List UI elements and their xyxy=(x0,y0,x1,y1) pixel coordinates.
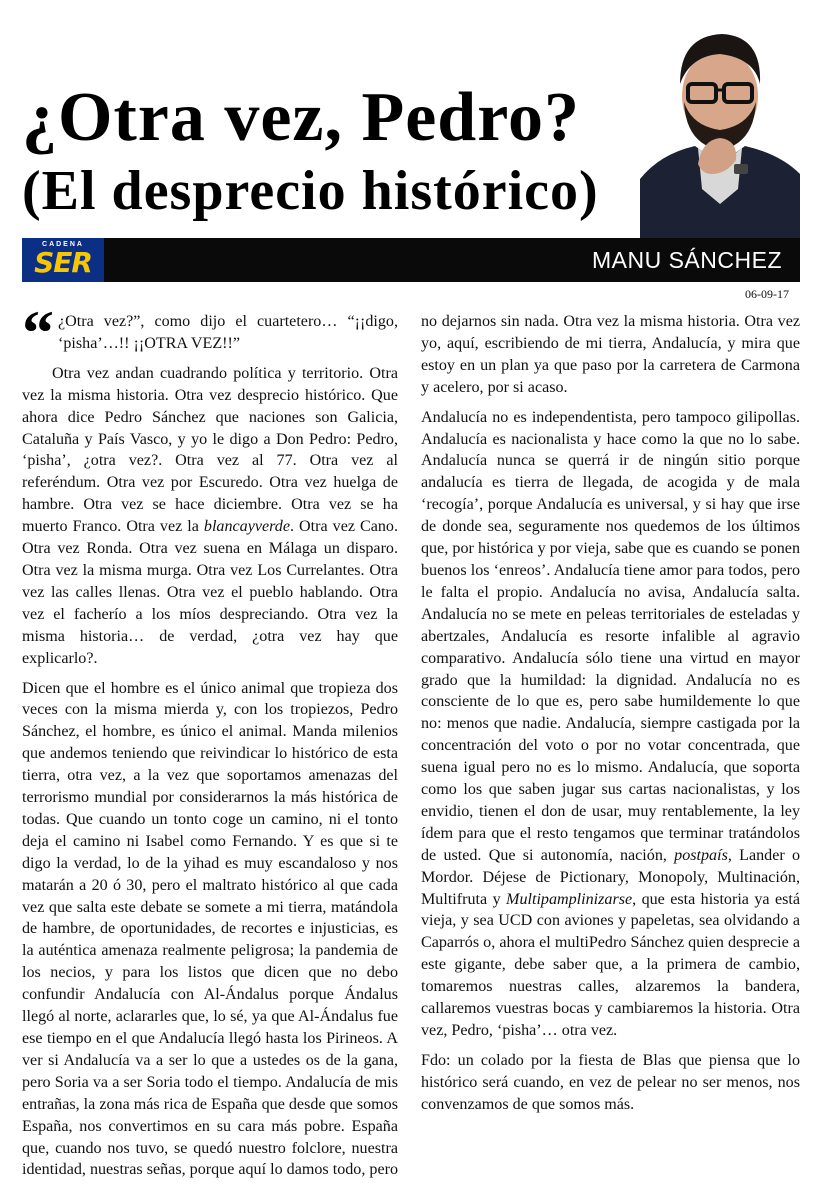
text-run: , Lander o Mordor. Déjese de Pictionary, Monopoly, Multinación, Multifruta y xyxy=(421,846,800,908)
cadena-ser-logo xyxy=(22,238,104,282)
publish-date: 06-09-17 xyxy=(745,287,789,301)
article-paragraph xyxy=(22,678,398,1182)
headline-title: ¿Otra vez, Pedro? xyxy=(22,79,581,156)
opening-quote-paragraph xyxy=(22,297,398,368)
author-portrait xyxy=(640,14,800,238)
article-paragraph xyxy=(22,363,398,670)
logo-network-text: CADENA xyxy=(42,241,84,248)
italic-text-run: blancayverde xyxy=(203,518,290,536)
logo-name-text: SER xyxy=(34,246,92,279)
author-name: MANU SÁNCHEZ xyxy=(591,247,782,273)
signature-paragraph xyxy=(421,1050,800,1116)
text-run: Andalucía no es independentista, pero tampoco gilipollas. Andalucía es nacionalista y hace como la que no lo sabe. Andalucía nunca se querrá ir de ningún sitio porque andalucía es tierra de llegada, de acogida y de mala ‘recogía’, porque Andalucía es universal, y si hay que irse de donde sea, seguramente nos quedemos de los últimos que, por histórica y por vieja, sabe que es cuando se ponen buenos los ‘enreos’. Andalucía tiene amor para todos, pero le falta el propio. Andalucía no avisa, Andalucía salta. Andalucía no se mete en peleas territoriales de esteladas y abertzales, Andalucía es resorte infalible al agravio comparativo. Andalucía sólo tiene una virtud en mayor grado que la humildad: la dignidad. Andalucía no es consciente de lo que es, pero sabe humildemente lo que no: menos que nadie. Andalucía, siempre castigada por la concentración del voto o por no votar concentrada, que suena igual pero no es lo mismo. Andalucía, que soporta como los que saben jugar sus cartas nacionalistas, y los envidio, tienen el don de usar, muy rentablemente, la ley ídem para que el resto tengamos que terminar tratándolos de usted. Que si autonomía, nación, xyxy=(421,408,800,864)
text-run: Otra vez andan cuadrando política y territorio. Otra vez la misma historia. Otra vez desprecio histórico. Que ahora dice Pedro Sánchez que naciones son Galicia, Cataluña y País Vasco, y yo le digo a Don Pedro: Pedro, ‘pisha’, ¿otra vez?. Otra vez al 77. Otra vez al referéndum. Otra vez por Escuredo. Otra vez huelga de hambre. Otra vez se hace diciembre. Otra vez se ha muerto Franco. Otra vez la xyxy=(22,364,398,536)
article-paragraph xyxy=(421,407,800,1042)
text-run: Dicen que el hombre es el único animal que tropieza dos veces con la misma mierda y, con los tropiezos, Pedro Sánchez, el hombre, es único el animal. Manda milenios que andemos teniendo que reivindicar lo histórico de esta tierra, otra vez, a la vez que soportamos amenazas del terrorismo mundial por considerarnos la más histórica de todas. Que cuando un tonto coge un camino, ni el tonto deja el camino ni Isabel como Fernando. Y es que si te digo la verdad, lo de la yihad es muy escandaloso y nos matarán a 20 ó 30, pero el maltrato histórico al que cada vez que salta este debate se somete a mi tierra, matándola de hambre, de oportunidades, de recortes e injusticias, es la auténtica amenaza realmente peligrosa; la pandemia de los necios, y para los listos que dicen que no debo confundir Andalucía con Al-Ándalus porque Ándalus llegó al norte, aclararles que, lo sé, ya que Al-Ándalus fue ese tiempo en el que Andalucía llegó hasta los Pirineos. A ver si Andalucía va a ser lo que a ustedes os de la gana, pero Soria va a ser Soria todo el tiempo. Andalucía de mis entrañas, la zona más rica de España que desde que somos España, nos convertimos en su cara más pobre. España que, cuando nos tuvo, se quedó nuestro folclore, nuestra identidad, nuestras señas, porque aquí lo damos todo, pero xyxy=(22,679,398,1179)
text-run: , que esta historia ya está vieja, y sea UCD con aviones y papeletas, sea olvidando a Caparrós o, ahora el multiPedro Sánchez quien desprecie a este gigante, debe saber que, a la primera de cambio, tomaremos nuestras calles, alzaremos la bandera, callaremos vuestras bocas y cambiaremos la historia. Otra vez, Pedro, ‘pisha’… otra vez. xyxy=(421,890,800,1039)
text-run: Fdo: un colado por la fiesta de Blas que piensa que lo histórico será cuando, en vez de pelear no ser menos, nos convenzamos de que somos más. xyxy=(421,1051,800,1113)
quote-mark-icon: “ xyxy=(22,297,54,368)
article-paragraph-continued xyxy=(421,311,800,399)
byline-bar xyxy=(22,238,800,282)
article-column-right xyxy=(421,311,800,1124)
headline-subtitle: (El desprecio histórico) xyxy=(22,160,599,222)
article-column-left xyxy=(22,297,398,1189)
text-run: ¿Otra vez?”, como dijo el cuartetero… “¡¡digo, ‘pisha’…!! ¡¡OTRA VEZ!!” xyxy=(58,313,398,352)
italic-text-run: Multipamplinizarse xyxy=(506,890,633,908)
italic-text-run: postpaís xyxy=(674,846,728,864)
author-portrait-illustration xyxy=(640,14,800,238)
text-run: . Otra vez Cano. Otra vez Ronda. Otra vez suena en Málaga un disparo. Otra vez la misma murga. Otra vez Los Currelantes. Otra vez las calles llenas. Otra vez el pueblo hablando. Otra vez el facherío a los míos despreciando. Otra vez la misma historia… de verdad, ¿otra vez hay que explicarlo?. xyxy=(22,518,398,667)
text-run-continued: no dejarnos sin nada. Otra vez la misma historia. Otra vez yo, aquí, escribiendo de mi tierra, Andalucía, y mira que estoy en un plan ya que paso por la carretera de Carmona y acelero, por si acaso. xyxy=(421,313,800,396)
